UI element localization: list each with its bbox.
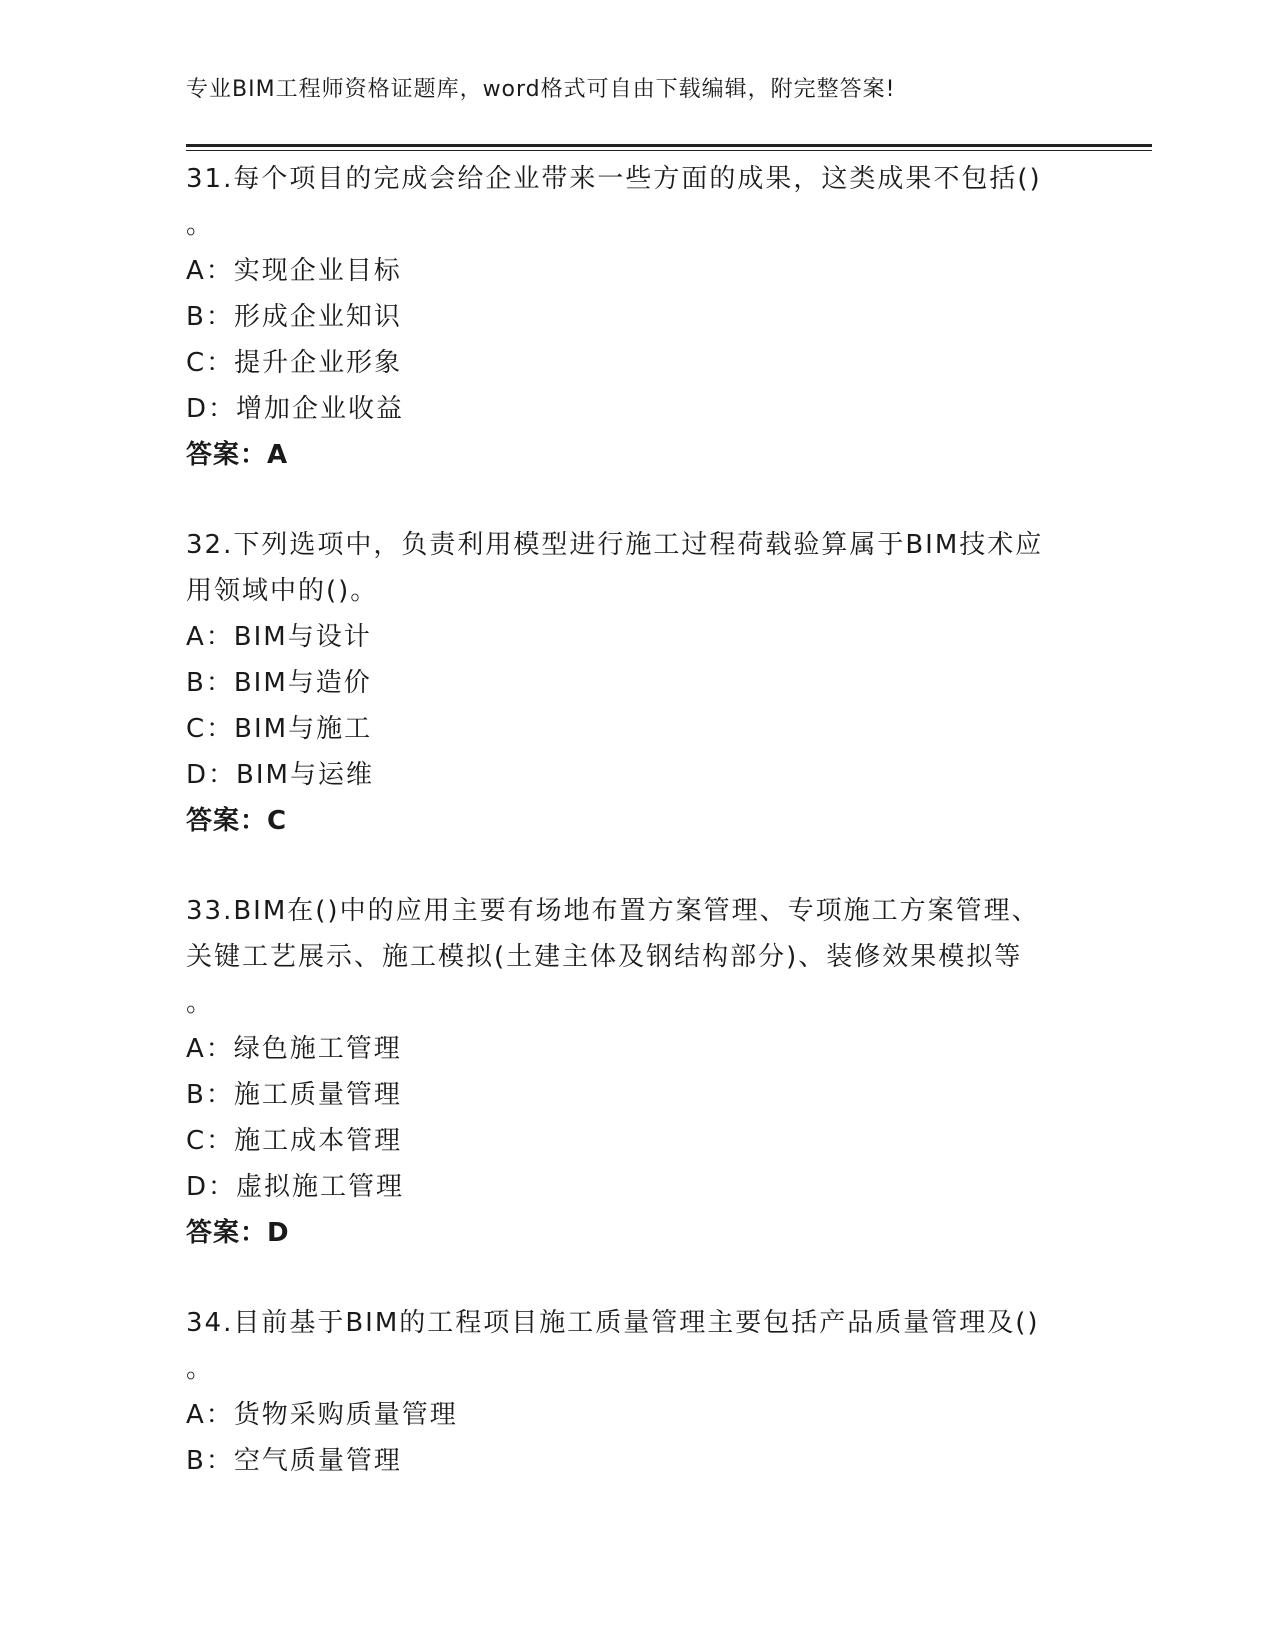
header-rule-thick <box>186 144 1152 147</box>
question-line: 用领域中的()。 <box>186 576 379 606</box>
question-line: 。 <box>186 988 215 1018</box>
option-b: B：施工质量管理 <box>186 1080 402 1110</box>
question-line: 。 <box>186 1354 215 1384</box>
option-c: C：BIM与施工 <box>186 714 373 744</box>
question-line: 。 <box>186 210 215 240</box>
option-a: A：BIM与设计 <box>186 622 372 652</box>
option-a: A：货物采购质量管理 <box>186 1400 458 1430</box>
option-d: D：BIM与运维 <box>186 760 374 790</box>
option-c: C：提升企业形象 <box>186 348 403 378</box>
question-line: 34.目前基于BIM的工程项目施工质量管理主要包括产品质量管理及() <box>186 1308 1040 1338</box>
question-line: 33.BIM在()中的应用主要有场地布置方案管理、专项施工方案管理、 <box>186 896 1040 926</box>
answer: 答案：C <box>186 806 288 836</box>
answer: 答案：A <box>186 440 289 470</box>
option-d: D：虚拟施工管理 <box>186 1172 405 1202</box>
option-b: B：空气质量管理 <box>186 1446 402 1476</box>
question-line: 关键工艺展示、施工模拟(土建主体及钢结构部分)、装修效果模拟等 <box>186 942 1023 972</box>
question-31 <box>186 156 1066 478</box>
header-rule-thin <box>186 150 1152 151</box>
option-a: A：实现企业目标 <box>186 256 402 286</box>
question-list <box>186 156 1066 1528</box>
option-d: D：增加企业收益 <box>186 394 405 424</box>
question-34 <box>186 1300 1066 1484</box>
option-b: B：BIM与造价 <box>186 668 372 698</box>
question-line: 31.每个项目的完成会给企业带来一些方面的成果，这类成果不包括() <box>186 164 1042 194</box>
answer: 答案：D <box>186 1218 290 1248</box>
option-a: A：绿色施工管理 <box>186 1034 402 1064</box>
question-line: 32.下列选项中，负责利用模型进行施工过程荷载验算属于BIM技术应 <box>186 530 1044 560</box>
option-b: B：形成企业知识 <box>186 302 402 332</box>
question-33 <box>186 888 1066 1256</box>
question-32 <box>186 522 1066 844</box>
page-header: 专业BIM工程师资格证题库，word格式可自由下载编辑，附完整答案! <box>186 77 896 102</box>
option-c: C：施工成本管理 <box>186 1126 403 1156</box>
